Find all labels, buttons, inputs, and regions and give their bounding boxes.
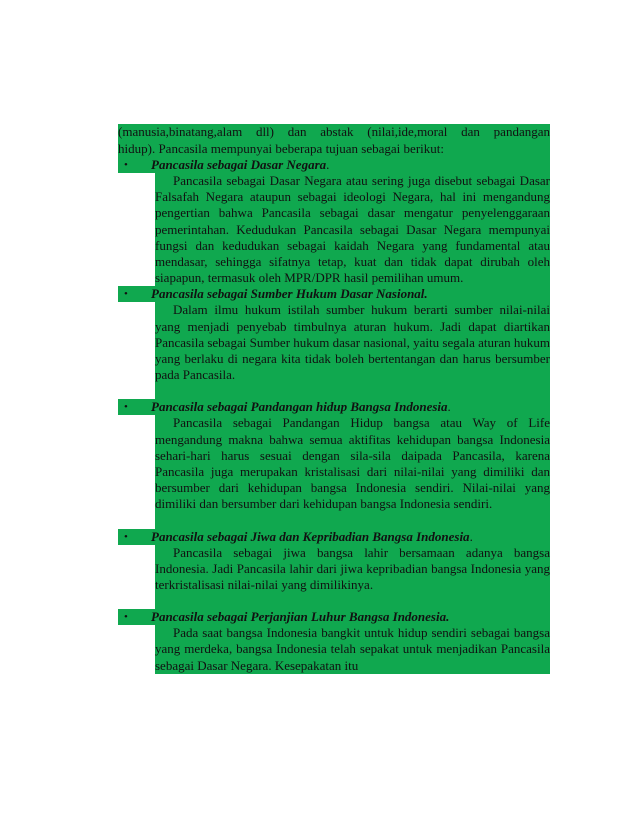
item-body-text: Pancasila sebagai Dasar Negara atau sering juga disebut sebagai Dasar Falsafah Negara ataupun sebagai ideologi Negara, hal ini mengandung pengertian bahwa Pancasila sebagai dasar mengatur penyelenggaraan pemerintahan. Kedudukan Pancasila sebagai Dasar Negara mempunyai fungsi dan kedudukan sebagai kaidah Negara yang fundamental atau mendasar, sehingga sifatnya tetap, kuat dan tidak dapat dirubah oleh siapapun, termasuk oleh MPR/DPR hasil pemilihan umum. <box>155 173 550 286</box>
intro-line-2: hidup). Pancasila mempunyai beberapa tujuan sebagai berikut: <box>118 140 444 156</box>
bullet-icon: • <box>124 159 128 171</box>
item-body-text: Dalam ilmu hukum istilah sumber hukum berarti sumber nilai-nilai yang menjadi penyebab timbulnya aturan hukum. Jadi dapat diartikan Pancasila sebagai Sumber hukum dasar nasional, yaitu segala aturan hukum yang berlaku di negara kita tidak boleh bertentangan dan harus bersumber pada Pancasila. <box>155 302 550 383</box>
list-item <box>118 529 550 610</box>
item-body-text: Pancasila sebagai Pandangan Hidup bangsa atau Way of Life mengandung makna bahwa semua aktifitas kehidupan bangsa Indonesia sehari-hari harus sesuai dengan sila-sila daipada Pancasila, karena Pancasila juga merupakan kristalisasi dari nilai-nilai yang dimiliki dan bersumber dari kehidupan bangsa Indonesia sendiri. Nilai-nilai yang dimiliki dan bersumber dari kehidupan bangsa Indonesia sendiri. <box>155 415 550 512</box>
bullet-icon: • <box>124 530 128 543</box>
item-heading-suffix: . <box>326 157 330 172</box>
blank-line <box>155 513 550 529</box>
document-page <box>118 124 550 674</box>
item-body-text: Pada saat bangsa Indonesia bangkit untuk hidup sendiri sebagai bangsa yang merdeka, bangsa Indonesia telah sepakat untuk menjadikan Pancasila sebagai Dasar Negara. Kesepakatan itu <box>155 625 550 673</box>
item-body-text: Pancasila sebagai jiwa bangsa lahir bersamaan adanya bangsa Indonesia. Jadi Pancasila lahir dari jiwa kepribadian bangsa Indonesia yang terkristalisasi nilai-nilai yang dimilikinya. <box>155 544 550 593</box>
bullet-icon: • <box>124 288 128 301</box>
item-heading: Pancasila sebagai Jiwa dan Kepribadian Bangsa Indonesia <box>151 528 470 544</box>
intro-line-1: (manusia,binatang,alam dll) dan abstak (nilai,ide,moral dan pandangan <box>118 124 550 139</box>
bullet-icon: • <box>124 611 128 624</box>
list-item <box>118 609 550 674</box>
blank-line <box>155 383 550 399</box>
item-body <box>155 173 550 286</box>
bullet-icon: • <box>124 401 128 414</box>
item-body <box>155 545 550 594</box>
item-heading: Pancasila sebagai Sumber Hukum Dasar Nasional. <box>151 286 428 302</box>
list-item <box>118 399 550 528</box>
item-body <box>155 625 550 674</box>
blank-line <box>155 593 550 609</box>
item-heading: Pancasila sebagai Dasar Negara <box>151 157 327 172</box>
list-item <box>118 157 550 286</box>
item-heading: Pancasila sebagai Perjanjian Luhur Bangsa Indonesia. <box>151 609 450 625</box>
item-body <box>155 415 550 512</box>
item-body <box>155 302 550 383</box>
item-heading-suffix: . <box>447 399 451 415</box>
item-heading-suffix: . <box>469 528 473 544</box>
item-heading: Pancasila sebagai Pandangan hidup Bangsa Indonesia <box>151 399 448 415</box>
list-item <box>118 286 550 399</box>
intro-paragraph <box>118 124 550 157</box>
